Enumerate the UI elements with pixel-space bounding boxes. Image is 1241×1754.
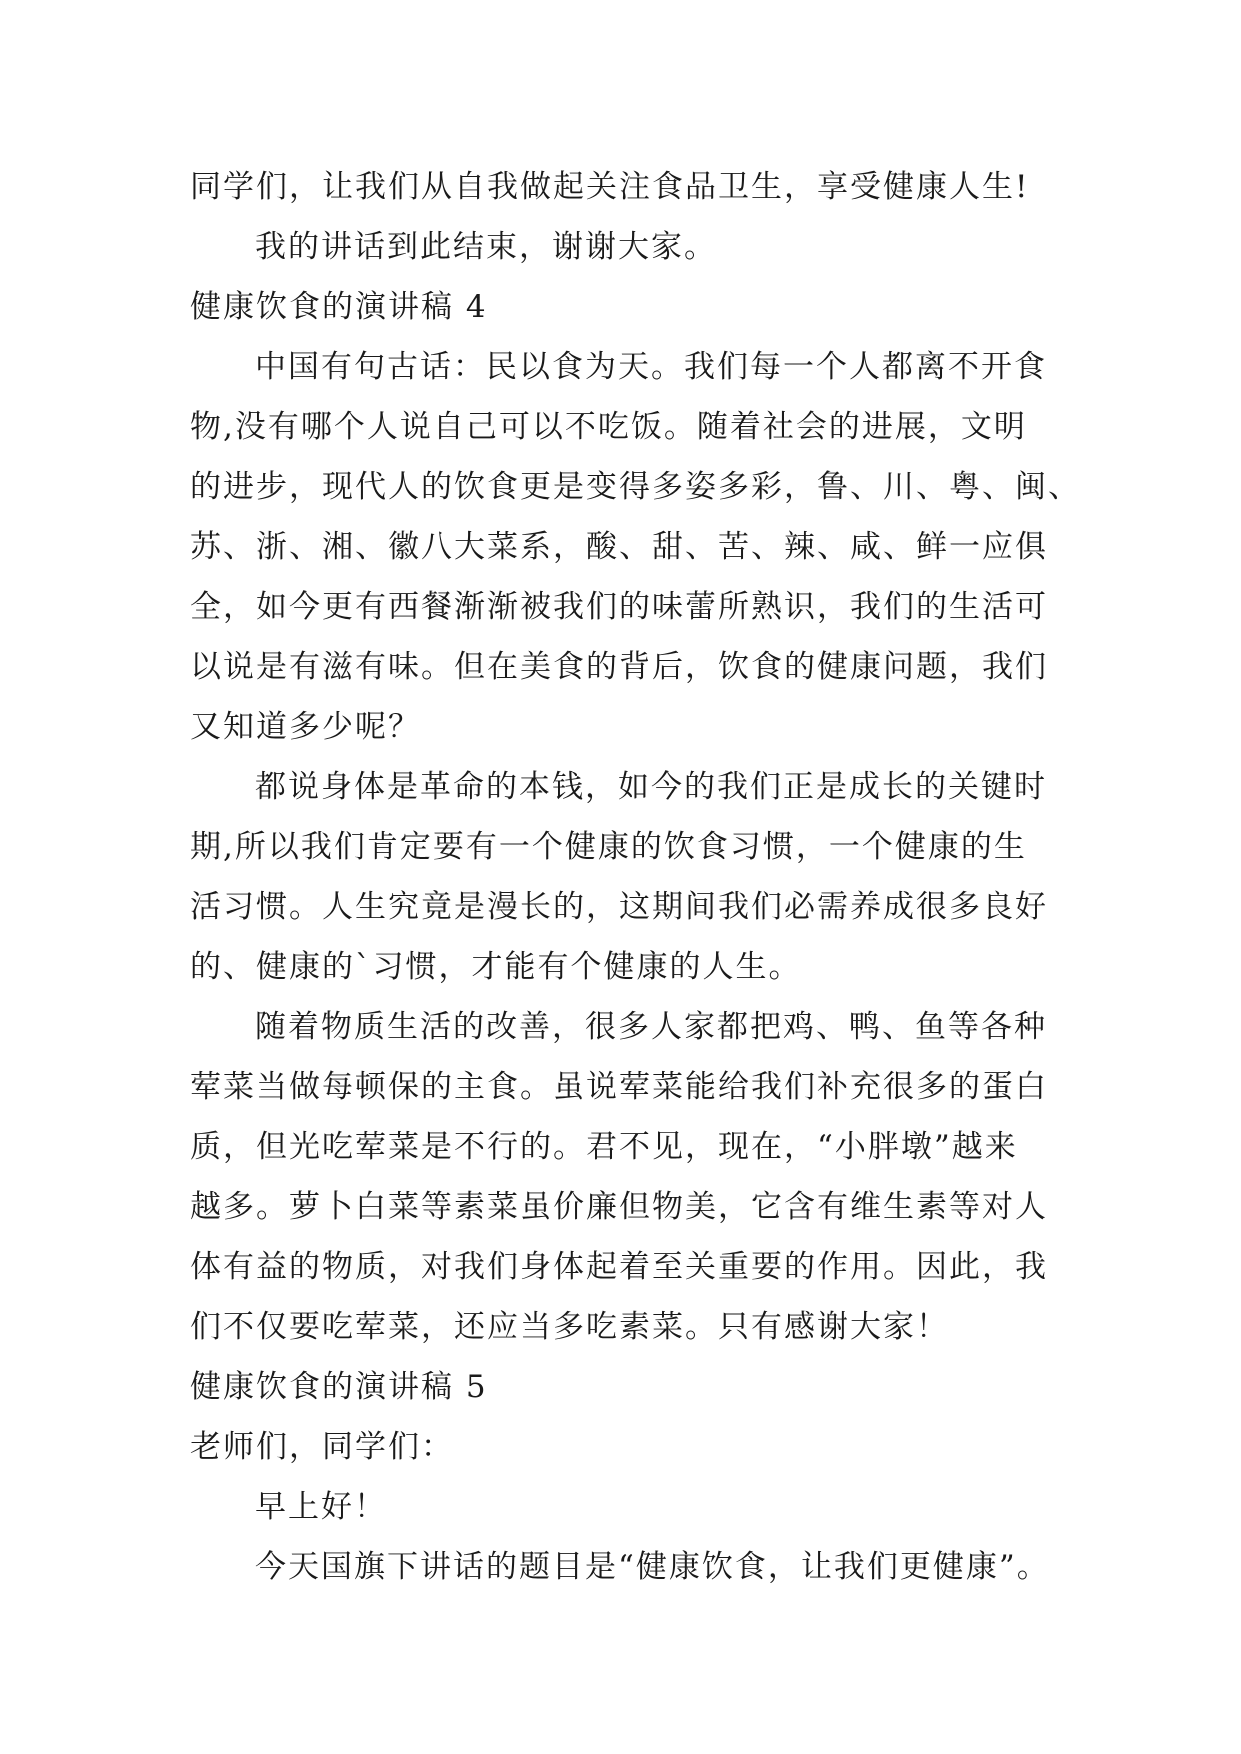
text-line: 又知道多少呢？ (190, 709, 421, 745)
text-line: 物,没有哪个人说自己可以不吃饭。随着社会的进展，文明 (190, 409, 1027, 445)
text-line: 都说身体是革命的本钱，如今的我们正是成长的关键时 (255, 769, 1047, 805)
text-line: 期,所以我们肯定要有一个健康的饮食习惯，一个健康的生 (190, 829, 1027, 865)
text-line: 今天国旗下讲话的题目是“健康饮食，让我们更健康”。 (255, 1549, 1050, 1585)
text-line: 老师们，同学们： (190, 1429, 454, 1465)
text-line: 随着物质生活的改善，很多人家都把鸡、鸭、鱼等各种 (255, 1009, 1047, 1045)
text-line: 荤菜当做每顿保的主食。虽说荤菜能给我们补充很多的蛋白 (190, 1069, 1048, 1105)
text-line: 体有益的物质，对我们身体起着至关重要的作用。因此，我 (190, 1249, 1048, 1285)
text-line: 早上好！ (255, 1489, 387, 1525)
text-line: 以说是有滋有味。但在美食的背后，饮食的健康问题，我们 (190, 649, 1048, 685)
text-line: 我的讲话到此结束，谢谢大家。 (255, 229, 717, 265)
text-line: 的、健康的`习惯，才能有个健康的人生。 (190, 949, 802, 985)
document-body (190, 157, 1081, 1597)
text-line: 活习惯。人生究竟是漫长的，这期间我们必需养成很多良好 (190, 889, 1048, 925)
text-line: 越多。萝卜白菜等素菜虽价廉但物美，它含有维生素等对人 (190, 1189, 1048, 1225)
text-line: 质，但光吃荤菜是不行的。君不见，现在，“小胖墩”越来 (190, 1129, 1018, 1165)
text-line: 的进步，现代人的饮食更是变得多姿多彩，鲁、川、粤、闽、 (190, 469, 1081, 505)
text-line: 们不仅要吃荤菜，还应当多吃素菜。只有感谢大家！ (190, 1309, 949, 1345)
text-line: 同学们，让我们从自我做起关注食品卫生，享受健康人生! (190, 169, 1030, 205)
text-line: 苏、浙、湘、徽八大菜系，酸、甜、苦、辣、咸、鲜一应俱 (190, 529, 1048, 565)
text-line: 中国有句古话：民以食为天。我们每一个人都离不开食 (255, 349, 1047, 385)
section-heading: 健康饮食的演讲稿 4 (190, 289, 488, 325)
section-heading: 健康饮食的演讲稿 5 (190, 1369, 488, 1405)
text-line: 全，如今更有西餐渐渐被我们的味蕾所熟识，我们的生活可 (190, 589, 1048, 625)
